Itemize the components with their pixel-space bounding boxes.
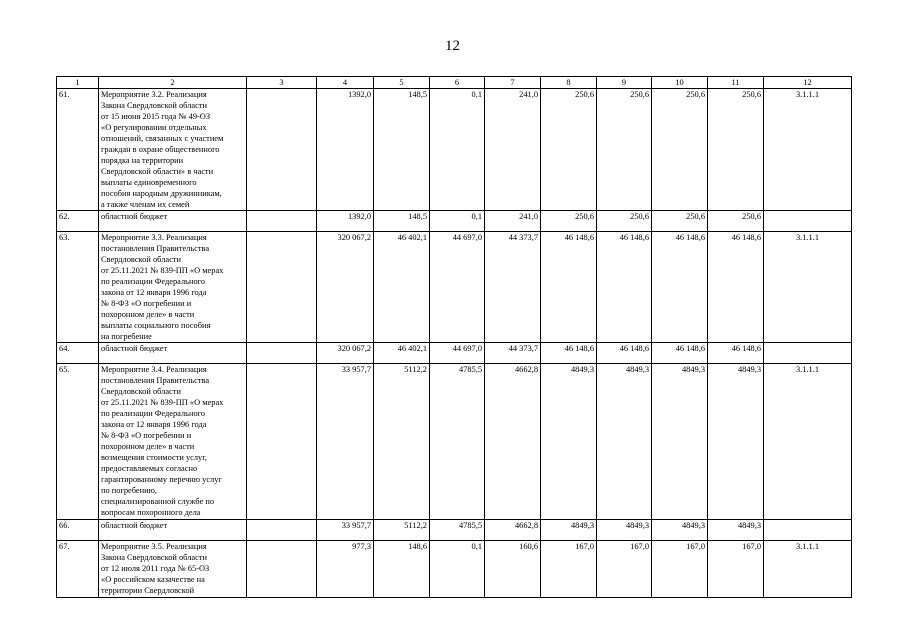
source-cell <box>247 232 317 343</box>
table-row <box>57 364 852 520</box>
source-cell <box>247 343 317 364</box>
header-cell: 6 <box>430 77 485 89</box>
description-cell: Мероприятие 3.3. Реализация постановления Правительства Свердловской области от 25.11.2021 № 839-ПП «О мерах по реализации Федерального закона от 12 января 1996 года № 8-ФЗ «О погребении и похоронном деле» в части выплаты социального пособия на погребение <box>99 232 247 343</box>
table-row <box>57 520 852 541</box>
header-cell: 8 <box>541 77 597 89</box>
year-value-cell: 46 148,6 <box>541 232 597 343</box>
year-value-cell: 44 697,0 <box>430 343 485 364</box>
header-cell: 11 <box>708 77 764 89</box>
year-value-cell: 167,0 <box>652 541 708 598</box>
year-value-cell: 160,6 <box>485 541 541 598</box>
header-cell: 4 <box>317 77 374 89</box>
year-value-cell: 4849,3 <box>541 364 597 520</box>
target-code-cell: 3.1.1.1 <box>764 541 852 598</box>
header-cell: 7 <box>485 77 541 89</box>
year-value-cell: 167,0 <box>597 541 652 598</box>
year-value-cell: 4849,3 <box>541 520 597 541</box>
year-value-cell: 4785,5 <box>430 520 485 541</box>
year-value-cell: 4849,3 <box>652 520 708 541</box>
year-value-cell: 46 148,6 <box>597 343 652 364</box>
year-value-cell: 250,6 <box>708 211 764 232</box>
header-cell: 5 <box>374 77 430 89</box>
year-value-cell: 44 373,7 <box>485 232 541 343</box>
year-value-cell: 250,6 <box>652 89 708 211</box>
source-cell <box>247 89 317 211</box>
year-value-cell: 148,5 <box>374 211 430 232</box>
row-number-cell: 67. <box>57 541 99 598</box>
header-cell: 9 <box>597 77 652 89</box>
row-number-cell: 66. <box>57 520 99 541</box>
year-value-cell: 0,1 <box>430 211 485 232</box>
header-cell: 10 <box>652 77 708 89</box>
year-value-cell: 46 148,6 <box>708 232 764 343</box>
header-cell: 1 <box>57 77 99 89</box>
year-value-cell: 46 148,6 <box>597 232 652 343</box>
year-value-cell: 46 148,6 <box>652 232 708 343</box>
description-cell: Мероприятие 3.5. Реализация Закона Свердловской области от 12 июля 2011 года № 65-ОЗ «О российском казачестве на территории Свердловской <box>99 541 247 598</box>
year-value-cell: 5112,2 <box>374 364 430 520</box>
target-code-cell <box>764 520 852 541</box>
total-cell: 320 067,2 <box>317 232 374 343</box>
year-value-cell: 0,1 <box>430 541 485 598</box>
year-value-cell: 250,6 <box>652 211 708 232</box>
description-cell: областной бюджет <box>99 211 247 232</box>
budget-table <box>56 76 852 598</box>
table-row <box>57 232 852 343</box>
description-cell: Мероприятие 3.4. Реализация постановления Правительства Свердловской области от 25.11.2021 № 839-ПП «О мерах по реализации Федерального закона от 12 января 1996 года № 8-ФЗ «О погребении и похоронном деле» в части возмещения стоимости услуг, предоставляемых согласно гарантированному перечню услуг по погребению, специализированной службе по вопросам похоронного дела <box>99 364 247 520</box>
row-number-cell: 65. <box>57 364 99 520</box>
year-value-cell: 250,6 <box>541 211 597 232</box>
row-number-cell: 61. <box>57 89 99 211</box>
header-cell: 12 <box>764 77 852 89</box>
year-value-cell: 46 402,1 <box>374 343 430 364</box>
year-value-cell: 46 148,6 <box>708 343 764 364</box>
year-value-cell: 0,1 <box>430 89 485 211</box>
year-value-cell: 148,6 <box>374 541 430 598</box>
year-value-cell: 250,6 <box>708 89 764 211</box>
header-row <box>57 77 852 89</box>
total-cell: 33 957,7 <box>317 364 374 520</box>
target-code-cell: 3.1.1.1 <box>764 232 852 343</box>
source-cell <box>247 364 317 520</box>
row-number-cell: 63. <box>57 232 99 343</box>
table-row <box>57 541 852 598</box>
year-value-cell: 148,5 <box>374 89 430 211</box>
page-number: 12 <box>445 38 460 54</box>
target-code-cell <box>764 211 852 232</box>
year-value-cell: 4849,3 <box>597 364 652 520</box>
year-value-cell: 4849,3 <box>652 364 708 520</box>
total-cell: 320 067,2 <box>317 343 374 364</box>
year-value-cell: 46 148,6 <box>541 343 597 364</box>
year-value-cell: 4662,8 <box>485 520 541 541</box>
year-value-cell: 250,6 <box>597 89 652 211</box>
total-cell: 977,3 <box>317 541 374 598</box>
year-value-cell: 44 373,7 <box>485 343 541 364</box>
year-value-cell: 44 697,0 <box>430 232 485 343</box>
year-value-cell: 4849,3 <box>708 520 764 541</box>
year-value-cell: 4662,8 <box>485 364 541 520</box>
header-cell: 3 <box>247 77 317 89</box>
year-value-cell: 46 148,6 <box>652 343 708 364</box>
year-value-cell: 4785,5 <box>430 364 485 520</box>
year-value-cell: 250,6 <box>541 89 597 211</box>
total-cell: 1392,0 <box>317 89 374 211</box>
source-cell <box>247 211 317 232</box>
header-cell: 2 <box>99 77 247 89</box>
row-number-cell: 64. <box>57 343 99 364</box>
year-value-cell: 167,0 <box>541 541 597 598</box>
target-code-cell: 3.1.1.1 <box>764 364 852 520</box>
source-cell <box>247 520 317 541</box>
description-cell: областной бюджет <box>99 343 247 364</box>
year-value-cell: 250,6 <box>597 211 652 232</box>
target-code-cell <box>764 343 852 364</box>
year-value-cell: 4849,3 <box>708 364 764 520</box>
source-cell <box>247 541 317 598</box>
total-cell: 1392,0 <box>317 211 374 232</box>
year-value-cell: 46 402,1 <box>374 232 430 343</box>
table-row <box>57 211 852 232</box>
table-row <box>57 343 852 364</box>
total-cell: 33 957,7 <box>317 520 374 541</box>
table-row <box>57 89 852 211</box>
year-value-cell: 5112,2 <box>374 520 430 541</box>
year-value-cell: 4849,3 <box>597 520 652 541</box>
year-value-cell: 241,0 <box>485 89 541 211</box>
description-cell: областной бюджет <box>99 520 247 541</box>
row-number-cell: 62. <box>57 211 99 232</box>
target-code-cell: 3.1.1.1 <box>764 89 852 211</box>
year-value-cell: 167,0 <box>708 541 764 598</box>
year-value-cell: 241,0 <box>485 211 541 232</box>
description-cell: Мероприятие 3.2. Реализация Закона Свердловской области от 15 июня 2015 года № 49-ОЗ «О регулировании отдельных отношений, связанных с участием граждан в охране общественного порядка на территории Свердловской области» в части выплаты единовременного пособия народным дружинникам, а также членам их семей <box>99 89 247 211</box>
